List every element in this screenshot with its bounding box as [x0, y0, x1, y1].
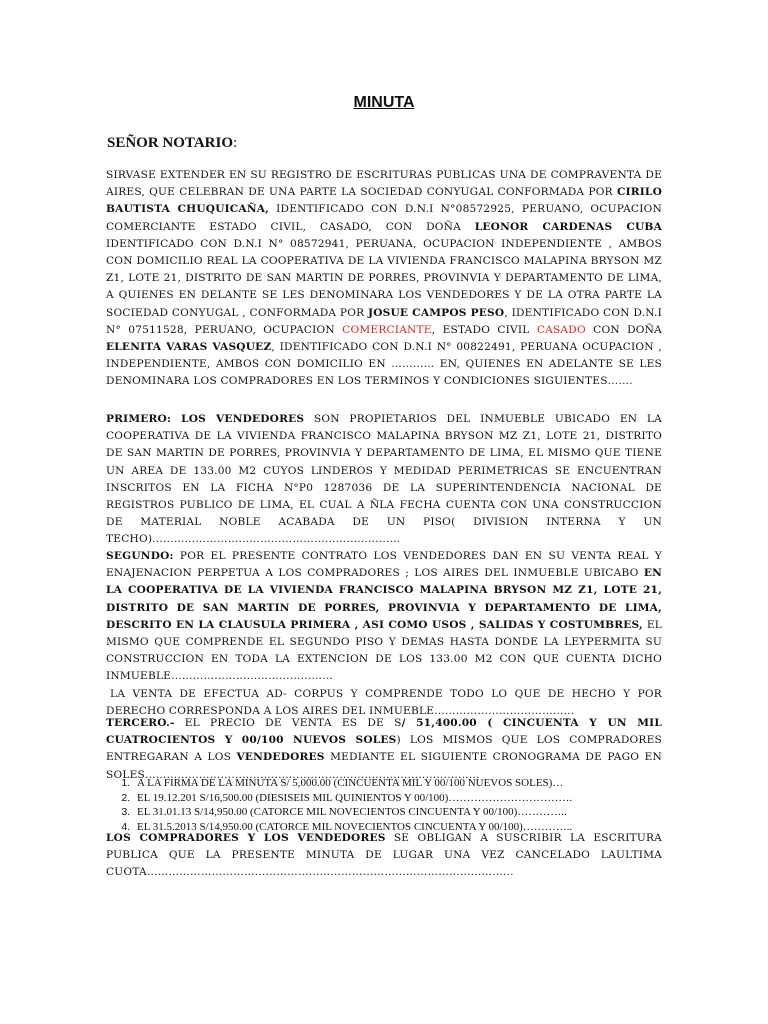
intro-text-5: , ESTADO CIVIL	[431, 323, 537, 336]
salutation-colon: :	[233, 135, 238, 151]
clause-tercero-heading: TERCERO.-	[106, 717, 175, 729]
intro-text-1: SIRVASE EXTENDER EN SU REGISTRO DE ESCRITURAS PUBLICAS UNA DE COMPRAVENTA DE AIRES, QUE CELEBRAN DE UNA PARTE LA SOCIEDAD CONYUGAL CONFORMADA POR	[106, 169, 662, 199]
intro-paragraph	[106, 167, 662, 391]
clause-tercero-text-1: EL PRECIO DE VENTA ES DE S	[174, 717, 402, 729]
payment-schedule	[106, 776, 693, 834]
seller-name-1: CIRILO BAUTISTA CHUQUICAÑA,	[106, 186, 662, 216]
buyer-name-2: ELENITA VARAS VASQUEZ	[106, 341, 272, 354]
clause-segundo-text-3: LA VENTA DE EFECTUA AD- CORPUS Y COMPRENDE TODO LO QUE DE HECHO Y POR DERECHO CORRESPONDA A LOS AIRES DEL INMUEBLE…………………………………	[106, 687, 662, 717]
salutation	[107, 135, 237, 152]
clause-primero	[106, 411, 662, 549]
clause-segundo-heading: SEGUNDO:	[106, 550, 174, 562]
clause-primero-text: SON PROPIETARIOS DEL INMUEBLE UBICADO EN LA COOPERATIVA DE LA VIVIENDA FRANCISCO MALAPINA BRYSON MZ Z1, LOTE 21, DISTRITO DE SAN MARTIN DE PORRES, PROVINVIA Y DEPARTAMENTO DE LIMA, EL MISMO QUE TIENE UN AREA DE 133.00 M2 CUYOS LINDEROS Y MEDIDAD PERIMETRICAS SE ENCUENTRAN INSCRITOS EN LA FICHA N°P0 1287036 DE LA SUPERINTENDENCIA NACIONAL DE REGISTROS PUBLICO DE LIMA, EL CUAL A ÑLA FECHA CUENTA CON UNA CONSTRUCCION DE MATERIAL NOBLE ACABADA DE UN PISO( DIVISION INTERNA Y UN TECHO)……………………………………………………………	[106, 413, 662, 546]
clause-tercero-text-3: MEDIANTE EL SIGUIENTE CRONOGRAMA DE PAGO EN SOLES…………………………………………………………………………………	[106, 751, 663, 781]
clause-segundo-text-1: POR EL PRESENTE CONTRATO LOS VENDEDORES DAN EN SU VENTA REAL Y ENAJENACION PERPETUA A LOS COMPRADORES ; LOS AIRES DEL INMUEBLE UBICABO	[106, 550, 662, 580]
closing-paragraph	[106, 830, 662, 882]
sale-price: / 51,400.00 ( CINCUENTA Y UN MIL CUATROCIENTOS Y 00/100 NUEVOS SOLES	[106, 717, 662, 747]
property-location: EN LA COOPERATIVA DE LA VIVIENDA FRANCISCO MALAPINA BRYSON MZ Z1, LOTE 21, DISTRITO DE SAN MARTIN DE PORRES, PROVINVIA Y DEPARTAMENTO DE LIMA, DESCRITO EN LA CLAUSULA PRIMERA , ASI COMO USOS , SALIDAS Y COSTUMBRES,	[106, 567, 662, 631]
intro-text-2: IDENTIFICADO CON D.N.I N°08572925, PERUANO, OCUPACION COMERCIANTE ESTADO CIVIL, CASADO, CON DOÑA	[106, 203, 662, 233]
closing-text: SE OBLIGAN A SUSCRIBIR LA ESCRITURA PUBLICA QUE LA PRESENTE MINUTA DE LUGAR UNA VEZ CANCELADO LAULTIMA CUOTA…………………………………………………………………………………………	[106, 832, 662, 879]
closing-parties: LOS COMPRADORES Y LOS VENDEDORES	[106, 832, 386, 844]
intro-text-6: CON DOÑA	[585, 323, 662, 336]
clause-segundo-text-2: EL MISMO QUE COMPRENDE EL SEGUNDO PISO Y DEMAS HASTA DONDE LA LEYPERMITA SU CONSTRUCCION EN TODA LA EXTENCION DE LOS 133.00 M2 CON QUE CUENTA DICHO INMUEBLE………………………………………	[106, 618, 662, 683]
buyer-name-1: JOSUE CAMPOS PESO	[367, 306, 505, 319]
intro-text-4: , IDENTIFICADO CON D.N.I N° 07511528, PERUANO, OCUPACION	[106, 306, 663, 336]
clause-segundo	[106, 548, 662, 720]
payment-item: 2. EL 19.12.201 S/16,500.00 (DIESISEIS MIL QUINIENTOS Y 00/100)…………………………….	[133, 791, 693, 806]
intro-text-7: , IDENTIFICADO CON D.N.I N° 00822491, PERUANA OCUPACION , INDEPENDIENTE, AMBOS CON DOMICILIO EN ………… EN, QUIENES EN ADELANTE SE LES DENOMINARA LOS COMPRADORES EN LOS TERMINOS Y CONDICIONES SIGUIENTES…….	[106, 341, 662, 388]
buyer-civil-status: CASADO	[536, 323, 586, 336]
payment-item: 1. A LA FIRMA DE LA MINUTA S/ 5,000.00 (CINCUENTA MIL Y 00/100 NUEVOS SOLES)…	[133, 776, 693, 791]
document-title: MINUTA	[353, 94, 415, 111]
payment-item: 3. EL 31.01.13 S/14,950.00 (CATORCE MIL NOVECIENTOS CINCUENTA Y 00/100)…………..	[133, 805, 693, 820]
clause-tercero-text-2: ) LOS MISMOS QUE LOS COMPRADORES ENTREGARAN A LOS	[106, 734, 662, 764]
clause-primero-heading: PRIMERO: LOS VENDEDORES	[106, 413, 305, 425]
vendedores-label: VENDEDORES	[236, 751, 325, 764]
clause-tercero	[106, 715, 662, 784]
salutation-label: SEÑOR NOTARIO	[107, 135, 233, 151]
buyer-occupation: COMERCIANTE	[342, 323, 432, 336]
intro-text-3: IDENTIFICADO CON D.N.I N° 08572941, PERUANA, OCUPACION INDEPENDIENTE , AMBOS CON DOMICILIO REAL LA COOPERATIVA DE LA VIVIENDA FRANCISCO MALAPINA BRYSON MZ Z1, LOTE 21, DISTRITO DE SAN MARTIN DE PORRES, PROVINVIA Y DEPARTAMENTO DE LIMA, A QUIENES EN DELANTE SE LES DENOMINARA LOS VENDEDORES Y DE LA OTRA PARTE LA SOCIEDAD CONYUGAL , CONFORMADA POR	[106, 237, 662, 319]
seller-name-2: LEONOR CARDENAS CUBA	[474, 220, 662, 233]
payment-item: 4. EL 31.5.2013 S/14,950.00 (CATORCE MIL NOVECIENTOS CINCUENTA Y 00/100)…………..	[133, 820, 693, 835]
